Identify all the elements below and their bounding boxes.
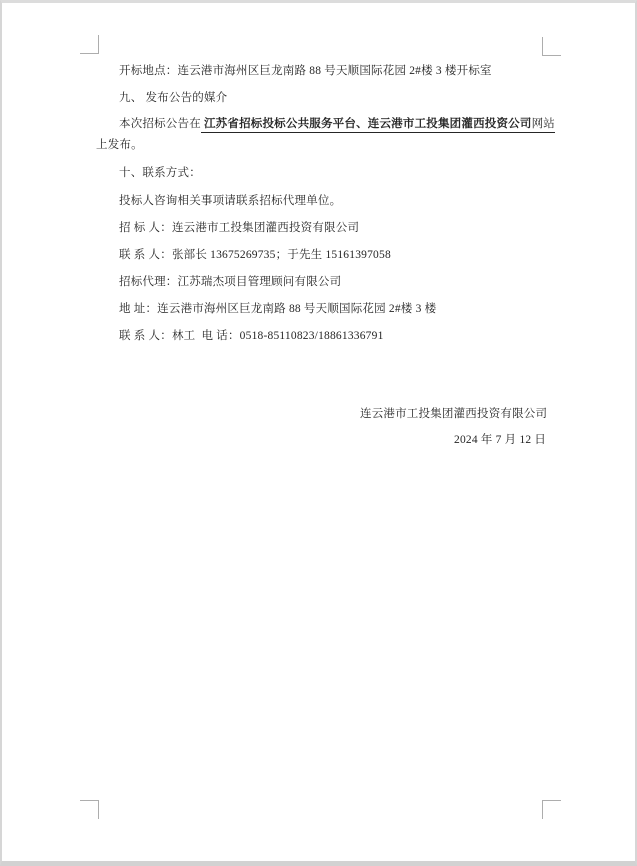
announcement-website-word: 网站 (532, 118, 555, 133)
tenderer-line: 招 标 人：连云港市工投集团灌西投资有限公司 (119, 222, 360, 234)
section-nine-heading: 九、 发布公告的媒介 (119, 92, 228, 104)
announcement-platform-names: 江苏省招标投标公共服务平台、连云港市工投集团灌西投资公司 (201, 118, 532, 133)
agency-line: 招标代理：江苏瑞杰项目管理顾问有限公司 (119, 276, 342, 288)
section-ten-heading: 十、联系方式： (119, 167, 201, 179)
contact-person-1-line: 联 系 人：张部长 13675269735；于先生 15161397058 (119, 249, 391, 261)
contact-person-2-line: 联 系 人：林工 电 话：0518-85110823/18861336791 (119, 330, 384, 342)
announcement-wrap-line: 上发布。 (96, 139, 143, 151)
address-line: 地 址：连云港市海州区巨龙南路 88 号天顺国际花园 2#楼 3 楼 (119, 303, 437, 315)
contact-note-line: 投标人咨询相关事项请联系招标代理单位。 (119, 195, 342, 207)
crop-mark-top-right-icon (542, 37, 561, 56)
bid-opening-location-line: 开标地点：连云港市海州区巨龙南路 88 号天顺国际花园 2#楼 3 楼开标室 (119, 65, 492, 77)
announcement-prefix: 本次招标公告在 (119, 118, 201, 130)
signature-company: 连云港市工投集团灌西投资有限公司 (360, 408, 548, 420)
announcement-media-line (119, 117, 555, 131)
crop-mark-bottom-right-icon (542, 800, 561, 819)
signature-date: 2024 年 7 月 12 日 (454, 434, 547, 446)
crop-mark-top-left-icon (80, 35, 99, 54)
crop-mark-bottom-left-icon (80, 800, 99, 819)
